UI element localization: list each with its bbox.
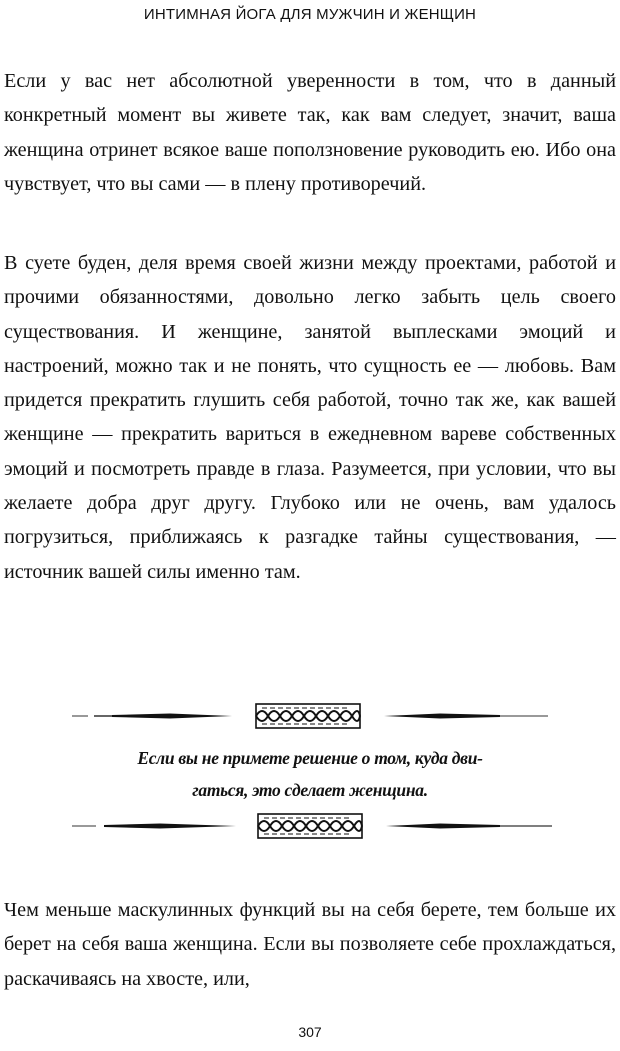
- pull-quote-line-1: Если вы не примете решение о том, куда дви-: [137, 748, 483, 768]
- body-paragraph-1: Если у вас нет абсолютной уверенности в том, что в данный конкретный момент вы живете так, как вам следует, значит, ваша женщина отринет всякое ваше поползновение руководить ею. Ибо она чувствует, что вы сами — в плену противоречий.: [4, 70, 616, 195]
- pull-quote-line-2: гаться, это сделает женщина.: [192, 780, 428, 800]
- body-paragraph-2: В суете буден, деля время своей жизни между проектами, работой и прочими обязанностями, довольно легко забыть цель своего существования. И женщине, занятой выплесками эмоций и настроений, можно так и не понять, что сущность ее — любовь. Вам придется прекратить глушить себя работой, точно так же, как вашей женщине — прекратить вариться в ежедневном вареве собственных эмоций и посмотреть правде в глаза. Разумеется, при условии, что вы желаете добра друг другу. Глубоко или не очень, вам удалось погрузиться, приближаясь к разгадке тайны существования, — источник вашей силы именно там.: [4, 252, 616, 583]
- body-paragraph-3: Чем меньше маскулинных функций вы на себя берете, тем больше их берет на себя ваша женщина. Если вы позволяете себе прохлаждаться, раскачиваясь на хвосте, или,: [4, 899, 616, 990]
- pull-quote: [0, 742, 620, 806]
- right-flourish-icon: [386, 824, 552, 829]
- running-header: ИНТИМНАЯ ЙОГА ДЛЯ МУЖЧИН И ЖЕНЩИН: [143, 6, 477, 23]
- right-flourish-icon: [384, 714, 548, 719]
- left-flourish-icon: [72, 824, 236, 829]
- decorative-divider-bottom: [0, 808, 620, 848]
- page-number: 307: [298, 1024, 322, 1040]
- celtic-knot-icon: [258, 814, 362, 838]
- celtic-knot-icon: [256, 704, 360, 728]
- left-flourish-icon: [72, 714, 232, 719]
- decorative-divider-top: [0, 698, 620, 738]
